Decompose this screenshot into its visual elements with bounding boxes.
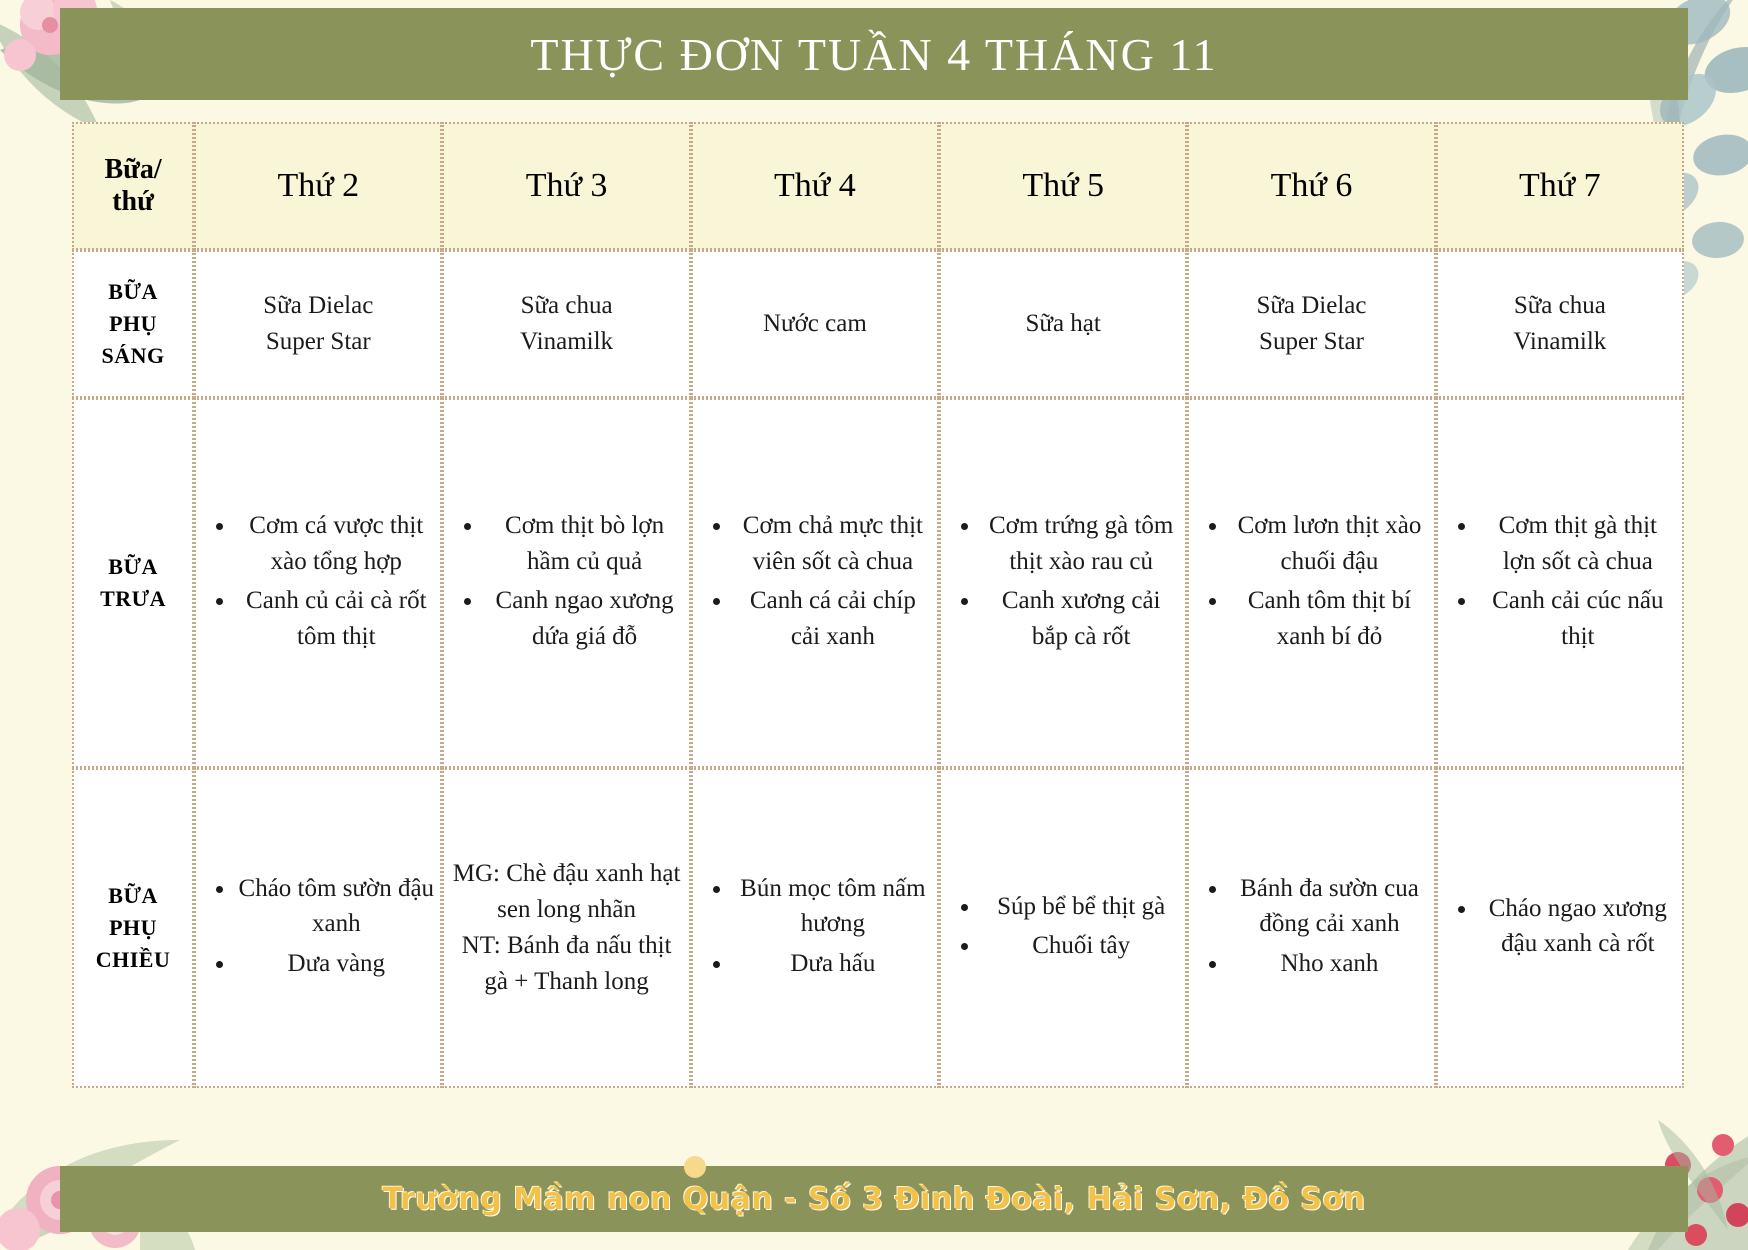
- table-header-row: [72, 122, 1684, 250]
- menu-item: • Canh tôm thịt bí xanh bí đỏ: [1229, 583, 1427, 654]
- menu-item: • Canh cá cải chíp cải xanh: [733, 583, 931, 654]
- menu-line: Sữa Dielac: [1256, 291, 1367, 319]
- menu-item: • Cơm lươn thịt xào chuối đậu: [1229, 508, 1427, 579]
- row-label-line: BỮA: [108, 554, 158, 580]
- menu-item: • Súp bể bể thịt gà: [981, 889, 1179, 925]
- menu-line: NT: Bánh đa nấu thịt gà + Thanh long: [461, 932, 672, 996]
- menu-line: MG: Chè đậu xanh hạt sen long nhãn: [452, 859, 681, 923]
- menu-line: Super Star: [1259, 328, 1364, 355]
- page-title: THỰC ĐƠN TUẦN 4 THÁNG 11: [530, 28, 1218, 80]
- table-row-afternoon-snack: [72, 768, 1684, 1088]
- cell-afternoon-snack-wed: [691, 768, 939, 1088]
- row-label-line: BỮA: [108, 279, 158, 305]
- row-label-lunch: [72, 398, 194, 768]
- menu-item: • Dưa vàng: [236, 946, 434, 982]
- menu-item: • Chuối tây: [981, 928, 1179, 964]
- table-row-lunch: [72, 398, 1684, 768]
- header-day-2: Thứ 3: [442, 122, 690, 250]
- menu-item: • Cơm thịt gà thịt lợn sốt cà chua: [1478, 508, 1676, 579]
- menu-item: • Nho xanh: [1229, 946, 1427, 982]
- menu-line: Super Star: [265, 328, 371, 355]
- school-address-text: Trường Mầm non Quận - Số 3 Đình Đoài, Hải Sơn, Đồ Sơn: [382, 1181, 1366, 1217]
- menu-item: • Cơm trứng gà tôm thịt xào rau củ: [981, 508, 1179, 579]
- cell-morning-snack-thu: [939, 250, 1187, 398]
- menu-item: • Canh xương cải bắp cà rốt: [981, 583, 1179, 654]
- menu-item: • Cơm chả mực thịt viên sốt cà chua: [733, 508, 931, 579]
- menu-item: • Cơm thịt bò lợn hầm củ quả: [484, 508, 682, 579]
- page-header-banner: [60, 8, 1688, 100]
- menu-item: • Canh củ cải cà rốt tôm thịt: [236, 583, 434, 654]
- cell-lunch-fri: [1187, 398, 1435, 768]
- cell-morning-snack-wed: [691, 250, 939, 398]
- cell-afternoon-snack-fri: [1187, 768, 1435, 1088]
- menu-item: • Canh cải cúc nấu thịt: [1478, 583, 1676, 654]
- cell-morning-snack-tue: [442, 250, 690, 398]
- menu-item: • Canh ngao xương dứa giá đỗ: [484, 583, 682, 654]
- row-label-line: TRƯA: [100, 586, 167, 611]
- corner-label-line2: thứ: [112, 186, 154, 217]
- weekly-menu-table: [72, 122, 1684, 1088]
- menu-line: Sữa hạt: [1025, 309, 1101, 337]
- table-row-morning-snack: [72, 250, 1684, 398]
- cell-morning-snack-sat: [1436, 250, 1684, 398]
- menu-item: • Cháo tôm sườn đậu xanh: [236, 871, 434, 942]
- menu-item: • Bánh đa sườn cua đồng cải xanh: [1229, 871, 1427, 942]
- cell-afternoon-snack-tue: [442, 768, 690, 1088]
- cell-lunch-mon: [194, 398, 442, 768]
- menu-item: • Dưa hấu: [733, 946, 931, 982]
- header-day-1: Thứ 2: [194, 122, 442, 250]
- menu-item: • Cháo ngao xương đậu xanh cà rốt: [1478, 891, 1676, 962]
- row-label-afternoon-snack: [72, 768, 194, 1088]
- header-day-4: Thứ 5: [939, 122, 1187, 250]
- cell-lunch-sat: [1436, 398, 1684, 768]
- menu-item: • Cơm cá vược thịt xào tổng hợp: [236, 508, 434, 579]
- cell-morning-snack-mon: [194, 250, 442, 398]
- cell-afternoon-snack-thu: [939, 768, 1187, 1088]
- cell-morning-snack-fri: [1187, 250, 1435, 398]
- menu-line: Vinamilk: [520, 328, 614, 355]
- menu-item: • Bún mọc tôm nấm hương: [733, 871, 931, 942]
- menu-line: Vinamilk: [1513, 328, 1607, 355]
- row-label-line: PHỤ: [109, 311, 158, 337]
- header-day-3: Thứ 4: [691, 122, 939, 250]
- cell-lunch-wed: [691, 398, 939, 768]
- corner-label-line1: Bữa/: [104, 153, 162, 185]
- menu-line: Sữa chua: [520, 291, 613, 319]
- row-label-line: SÁNG: [101, 342, 165, 368]
- header-day-5: Thứ 6: [1187, 122, 1435, 250]
- header-day-6: Thứ 7: [1436, 122, 1684, 250]
- row-label-morning-snack: [72, 250, 194, 398]
- row-label-line: BỮA: [108, 883, 158, 909]
- menu-line: Sữa chua: [1513, 291, 1606, 319]
- menu-table-container: [72, 122, 1684, 1088]
- cell-lunch-tue: [442, 398, 690, 768]
- page-footer-banner: [60, 1166, 1688, 1232]
- menu-line: Sữa Dielac: [263, 291, 374, 319]
- cell-afternoon-snack-sat: [1436, 768, 1684, 1088]
- cell-lunch-thu: [939, 398, 1187, 768]
- header-corner-cell: [72, 122, 194, 250]
- footer-dot-decoration: [684, 1156, 706, 1178]
- menu-line: Nước cam: [762, 309, 867, 337]
- row-label-line: PHỤ: [109, 915, 158, 941]
- row-label-line: CHIỀU: [95, 946, 171, 972]
- cell-afternoon-snack-mon: [194, 768, 442, 1088]
